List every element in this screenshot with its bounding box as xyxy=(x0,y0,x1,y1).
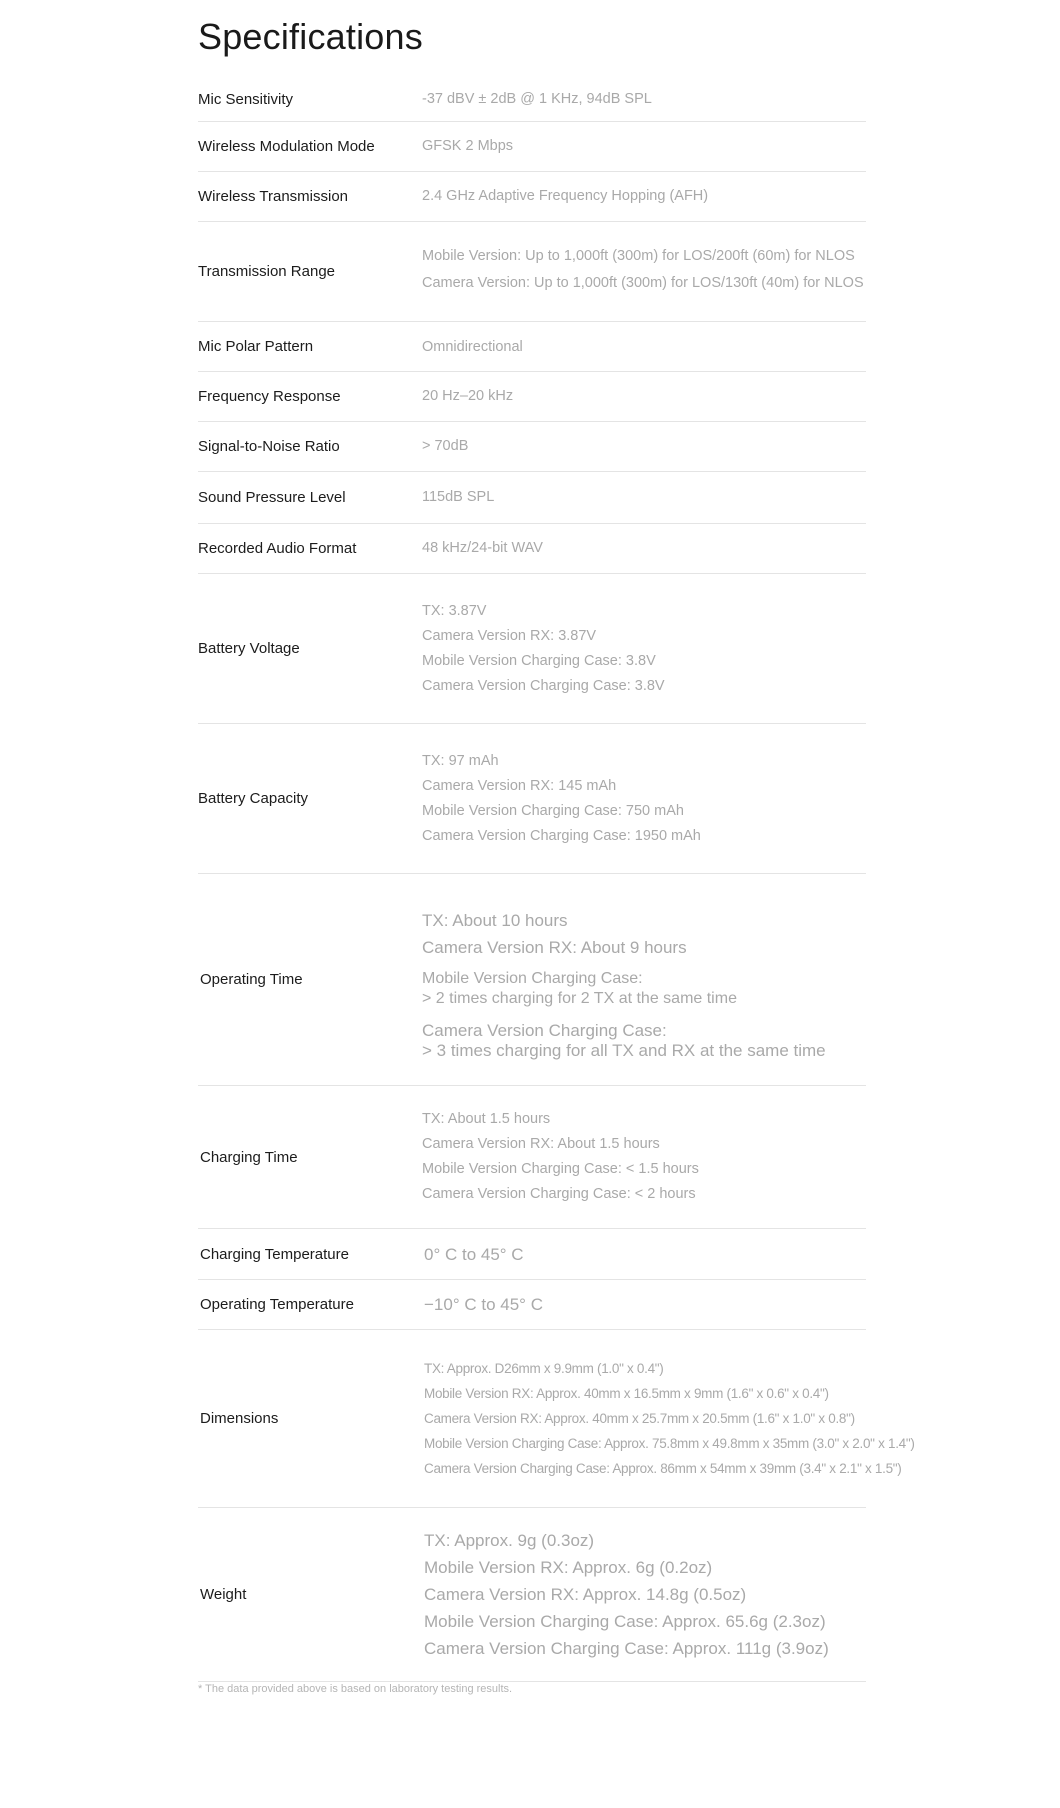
spec-row-signal-to-noise-ratio xyxy=(198,422,866,472)
spec-value: Mobile Version RX: Approx. 40mm x 16.5mm x 9mm (1.6" x 0.6" x 0.4") xyxy=(424,1386,829,1401)
spec-value: Mobile Version Charging Case: < 1.5 hours xyxy=(422,1161,699,1177)
spec-values xyxy=(422,335,523,360)
spec-value: Camera Version RX: 3.87V xyxy=(422,627,597,644)
spec-value: Camera Version Charging Case: Approx. 86mm x 54mm x 39mm (3.4" x 2.1" x 1.5") xyxy=(424,1461,902,1476)
spec-values xyxy=(424,1280,543,1329)
spec-row-recorded-audio-format xyxy=(198,524,866,574)
spec-value: Mobile Version: Up to 1,000ft (300m) for LOS/200ft (60m) for NLOS xyxy=(422,248,855,264)
spec-row-charging-time xyxy=(198,1086,866,1229)
spec-values xyxy=(422,134,513,159)
spec-row-operating-time xyxy=(198,874,866,1086)
spec-values xyxy=(422,422,468,471)
spec-row-wireless-transmission xyxy=(198,172,866,222)
spec-row-mic-sensitivity xyxy=(198,78,866,122)
spec-row-weight xyxy=(198,1508,866,1682)
spec-value: Camera Version RX: Approx. 14.8g (0.5oz) xyxy=(424,1585,747,1604)
spec-label: Wireless Modulation Mode xyxy=(198,138,375,155)
spec-value: Camera Version Charging Case: Approx. 111g (3.9oz) xyxy=(424,1639,829,1658)
spec-value: Mobile Version Charging Case: 3.8V xyxy=(422,652,656,669)
spec-value: GFSK 2 Mbps xyxy=(422,138,514,154)
spec-value: TX: 3.87V xyxy=(422,602,487,619)
spec-value: TX: Approx. 9g (0.3oz) xyxy=(424,1531,595,1550)
spec-value: > 3 times charging for all TX and RX at the same time xyxy=(422,1041,826,1060)
spec-value: 2.4 GHz Adaptive Frequency Hopping (AFH) xyxy=(422,188,709,204)
spec-label: Mic Polar Pattern xyxy=(198,338,314,355)
page-title: Specifications xyxy=(198,16,423,57)
spec-value: TX: About 1.5 hours xyxy=(422,1111,551,1127)
spec-value: TX: 97 mAh xyxy=(422,752,499,769)
spec-value: Mobile Version Charging Case: 750 mAh xyxy=(422,802,684,819)
spec-label: Charging Temperature xyxy=(200,1245,349,1263)
spec-label: Sound Pressure Level xyxy=(198,489,346,506)
spec-value: 115dB SPL xyxy=(422,489,495,505)
spec-label: Transmission Range xyxy=(198,263,335,280)
spec-values xyxy=(422,472,494,523)
spec-row-transmission-range xyxy=(198,222,866,322)
spec-label: Battery Voltage xyxy=(198,640,300,657)
spec-label: Recorded Audio Format xyxy=(198,540,357,557)
spec-value: > 70dB xyxy=(422,438,469,454)
spec-values xyxy=(422,1086,699,1228)
spec-value: Camera Version RX: About 1.5 hours xyxy=(422,1136,660,1152)
spec-row-dimensions xyxy=(198,1330,915,1508)
spec-value: Camera Version: Up to 1,000ft (300m) for LOS/130ft (40m) for NLOS xyxy=(422,275,864,291)
spec-values xyxy=(422,724,701,873)
spec-label: Wireless Transmission xyxy=(198,188,349,205)
spec-value: Camera Version RX: Approx. 40mm x 25.7mm x 20.5mm (1.6" x 1.0" x 0.8") xyxy=(424,1411,855,1426)
spec-values xyxy=(424,1229,524,1279)
spec-values xyxy=(422,172,708,221)
spec-value: Mobile Version Charging Case: Approx. 75.8mm x 49.8mm x 35mm (3.0" x 2.0" x 1.4") xyxy=(424,1436,915,1451)
spec-row-charging-temperature xyxy=(198,1229,866,1280)
spec-values xyxy=(422,574,665,723)
spec-value: Camera Version RX: About 9 hours xyxy=(422,938,687,957)
spec-values xyxy=(422,524,543,573)
spec-label: Operating Time xyxy=(200,971,303,988)
spec-value: 0° C to 45° C xyxy=(424,1244,524,1264)
spec-label: Operating Temperature xyxy=(200,1296,354,1313)
spec-value: Camera Version Charging Case: xyxy=(422,1021,667,1040)
spec-value: Camera Version Charging Case: < 2 hours xyxy=(422,1186,696,1202)
spec-value: Omnidirectional xyxy=(422,339,523,355)
spec-label: Battery Capacity xyxy=(198,790,309,807)
spec-values xyxy=(422,243,864,297)
spec-row-mic-polar-pattern xyxy=(198,322,866,372)
spec-label: Frequency Response xyxy=(198,388,341,405)
spec-value: -37 dBV ± 2dB @ 1 KHz, 94dB SPL xyxy=(422,91,652,107)
spec-label: Mic Sensitivity xyxy=(198,91,294,108)
spec-value: TX: Approx. D26mm x 9.9mm (1.0" x 0.4") xyxy=(424,1361,664,1376)
spec-row-battery-voltage xyxy=(198,574,866,724)
spec-row-wireless-modulation-mode xyxy=(198,122,866,172)
spec-values xyxy=(422,372,513,421)
spec-row-operating-temperature xyxy=(198,1280,866,1330)
spec-label: Dimensions xyxy=(200,1410,279,1427)
spec-row-sound-pressure-level xyxy=(198,472,866,524)
spec-row-frequency-response xyxy=(198,372,866,422)
spec-values xyxy=(422,78,652,121)
spec-label: Signal-to-Noise Ratio xyxy=(198,438,340,455)
spec-values xyxy=(424,1508,829,1681)
spec-value: Mobile Version Charging Case: xyxy=(422,970,643,987)
spec-value: Mobile Version Charging Case: Approx. 65.6g (2.3oz) xyxy=(424,1612,826,1631)
spec-value: Mobile Version RX: Approx. 6g (0.2oz) xyxy=(424,1558,713,1577)
spec-label: Charging Time xyxy=(200,1148,298,1166)
spec-value: > 2 times charging for 2 TX at the same time xyxy=(422,990,737,1007)
spec-values xyxy=(422,907,826,1061)
spec-label: Weight xyxy=(200,1586,247,1603)
footnote: * The data provided above is based on laboratory testing results. xyxy=(198,1683,513,1695)
spec-value: 20 Hz–20 kHz xyxy=(422,388,514,404)
spec-value: 48 kHz/24-bit WAV xyxy=(422,540,543,556)
spec-row-battery-capacity xyxy=(198,724,866,874)
spec-value: Camera Version Charging Case: 1950 mAh xyxy=(422,827,701,844)
spec-value: TX: About 10 hours xyxy=(422,911,568,930)
spec-value: −10° C to 45° C xyxy=(424,1295,543,1314)
spec-value: Camera Version RX: 145 mAh xyxy=(422,777,617,794)
spec-values xyxy=(424,1330,915,1507)
spec-value: Camera Version Charging Case: 3.8V xyxy=(422,677,665,694)
